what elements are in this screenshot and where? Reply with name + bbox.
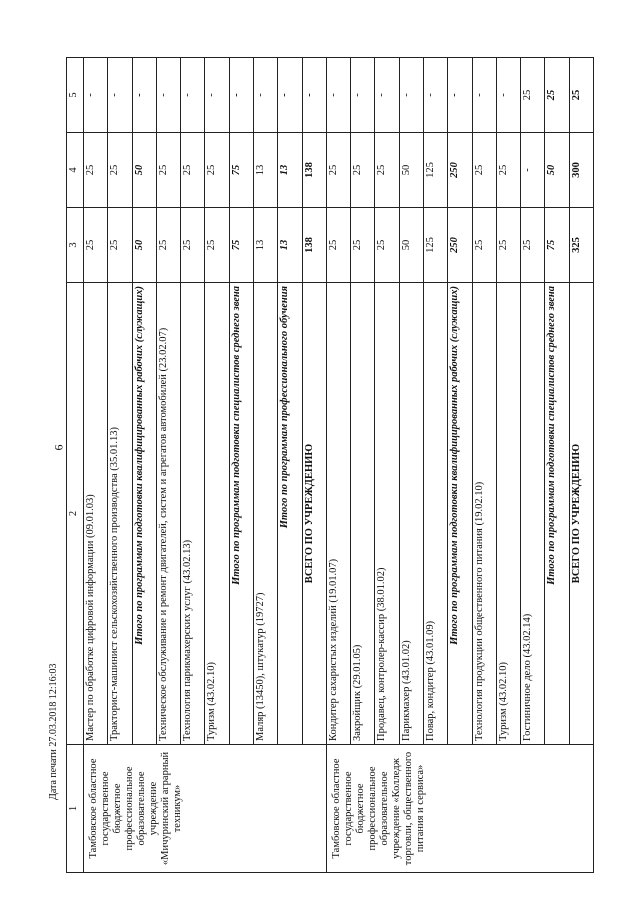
value-c4: 25 [496, 133, 520, 208]
value-c3: 50 [399, 208, 423, 283]
value-c4: 75 [229, 133, 253, 208]
value-c5: - [399, 58, 423, 133]
value-c5: - [156, 58, 180, 133]
table-row [84, 58, 108, 873]
value-c4: 50 [545, 133, 569, 208]
value-c3: 325 [569, 208, 593, 283]
value-c3: 50 [132, 208, 156, 283]
value-c3: 25 [351, 208, 375, 283]
subtotal-label: Итого по программам профессионального обучения [278, 283, 302, 745]
value-c3: 13 [278, 208, 302, 283]
value-c5: - [496, 58, 520, 133]
program-name: Технология парикмахерских услуг (43.02.13) [181, 283, 205, 745]
value-c4: 50 [132, 133, 156, 208]
subtotal-label: Итого по программам подготовки специалистов среднего звена [229, 283, 253, 745]
value-c4: 25 [156, 133, 180, 208]
value-c5: - [205, 58, 229, 133]
value-c5: 25 [545, 58, 569, 133]
subtotal-label: Итого по программам подготовки квалифицированных рабочих (служащих) [448, 283, 472, 745]
value-c4: 25 [181, 133, 205, 208]
table-row [326, 58, 350, 873]
value-c3: 13 [253, 208, 277, 283]
page-number: 6 [51, 444, 66, 451]
program-name: Мастер по обработке цифровой информации (09.01.03) [84, 283, 108, 745]
subtotal-label: Итого по программам подготовки квалифицированных рабочих (служащих) [132, 283, 156, 745]
table-body [84, 58, 594, 873]
value-c4: 25 [375, 133, 399, 208]
program-name: Продавец, контролер-кассир (38.01.02) [375, 283, 399, 745]
value-c4: 13 [253, 133, 277, 208]
program-name: Техническое обслуживание и ремонт двигателей, систем и агрегатов автомобилей (23.02.07) [156, 283, 180, 745]
program-name: Тракторист-машинист сельскохозяйственного производства (35.01.13) [108, 283, 132, 745]
program-name: Гостиничное дело (43.02.14) [521, 283, 545, 745]
value-c3: 25 [205, 208, 229, 283]
value-c4: - [521, 133, 545, 208]
program-name: Технология продукции общественного питания (19.02.10) [472, 283, 496, 745]
value-c4: 25 [108, 133, 132, 208]
value-c5: - [253, 58, 277, 133]
value-c5: 25 [521, 58, 545, 133]
rotated-table-container [66, 58, 594, 873]
value-c3: 25 [472, 208, 496, 283]
header-row [67, 58, 84, 873]
value-c3: 25 [375, 208, 399, 283]
value-c3: 138 [302, 208, 326, 283]
value-c4: 125 [423, 133, 447, 208]
value-c4: 25 [472, 133, 496, 208]
program-name: Маляр (13450), штукатур (19727) [253, 283, 277, 745]
value-c5: - [302, 58, 326, 133]
value-c4: 13 [278, 133, 302, 208]
value-c3: 25 [84, 208, 108, 283]
value-c3: 25 [326, 208, 350, 283]
value-c5: - [423, 58, 447, 133]
value-c4: 25 [205, 133, 229, 208]
value-c3: 250 [448, 208, 472, 283]
value-c4: 25 [351, 133, 375, 208]
value-c5: - [448, 58, 472, 133]
program-name: Туризм (43.02.10) [496, 283, 520, 745]
value-c5: - [351, 58, 375, 133]
value-c3: 125 [423, 208, 447, 283]
admission-table [66, 57, 594, 873]
value-c3: 25 [496, 208, 520, 283]
value-c5: - [472, 58, 496, 133]
value-c3: 75 [545, 208, 569, 283]
value-c5: - [181, 58, 205, 133]
header-col-5: 5 [67, 58, 84, 133]
program-name: Парикмахер (43.01.02) [399, 283, 423, 745]
value-c3: 75 [229, 208, 253, 283]
program-name: Закройщик (29.01.05) [351, 283, 375, 745]
value-c4: 300 [569, 133, 593, 208]
institution-name: Тамбовское областное государственное бюджетное профессиональное образовательное учреждение «Мичуринский аграрный техникум» [84, 745, 327, 873]
total-label: ВСЕГО ПО УЧРЕЖДЕНИЮ [302, 283, 326, 745]
value-c3: 25 [156, 208, 180, 283]
value-c4: 138 [302, 133, 326, 208]
value-c4: 50 [399, 133, 423, 208]
value-c5: - [326, 58, 350, 133]
value-c4: 25 [84, 133, 108, 208]
value-c5: - [108, 58, 132, 133]
subtotal-label: Итого по программам подготовки специалистов среднего звена [545, 283, 569, 745]
value-c5: - [132, 58, 156, 133]
value-c3: 25 [521, 208, 545, 283]
header-col-3: 3 [67, 208, 84, 283]
print-date: Дата печати 27.03.2018 12:16:03 [48, 663, 59, 800]
header-col-2: 2 [67, 283, 84, 745]
header-col-4: 4 [67, 133, 84, 208]
value-c5: - [229, 58, 253, 133]
value-c5: 25 [569, 58, 593, 133]
value-c4: 250 [448, 133, 472, 208]
value-c4: 25 [326, 133, 350, 208]
header-col-1: 1 [67, 745, 84, 873]
program-name: Кондитер сахаристых изделий (19.01.07) [326, 283, 350, 745]
value-c5: - [278, 58, 302, 133]
value-c5: - [375, 58, 399, 133]
program-name: Туризм (43.02.10) [205, 283, 229, 745]
value-c3: 25 [181, 208, 205, 283]
program-name: Повар, кондитер (43.01.09) [423, 283, 447, 745]
institution-name: Тамбовское областное государственное бюджетное профессиональное образовательное учреждение «Колледж торговли, общественного питания и сервиса» [326, 745, 593, 873]
total-label: ВСЕГО ПО УЧРЕЖДЕНИЮ [569, 283, 593, 745]
value-c3: 25 [108, 208, 132, 283]
value-c5: - [84, 58, 108, 133]
